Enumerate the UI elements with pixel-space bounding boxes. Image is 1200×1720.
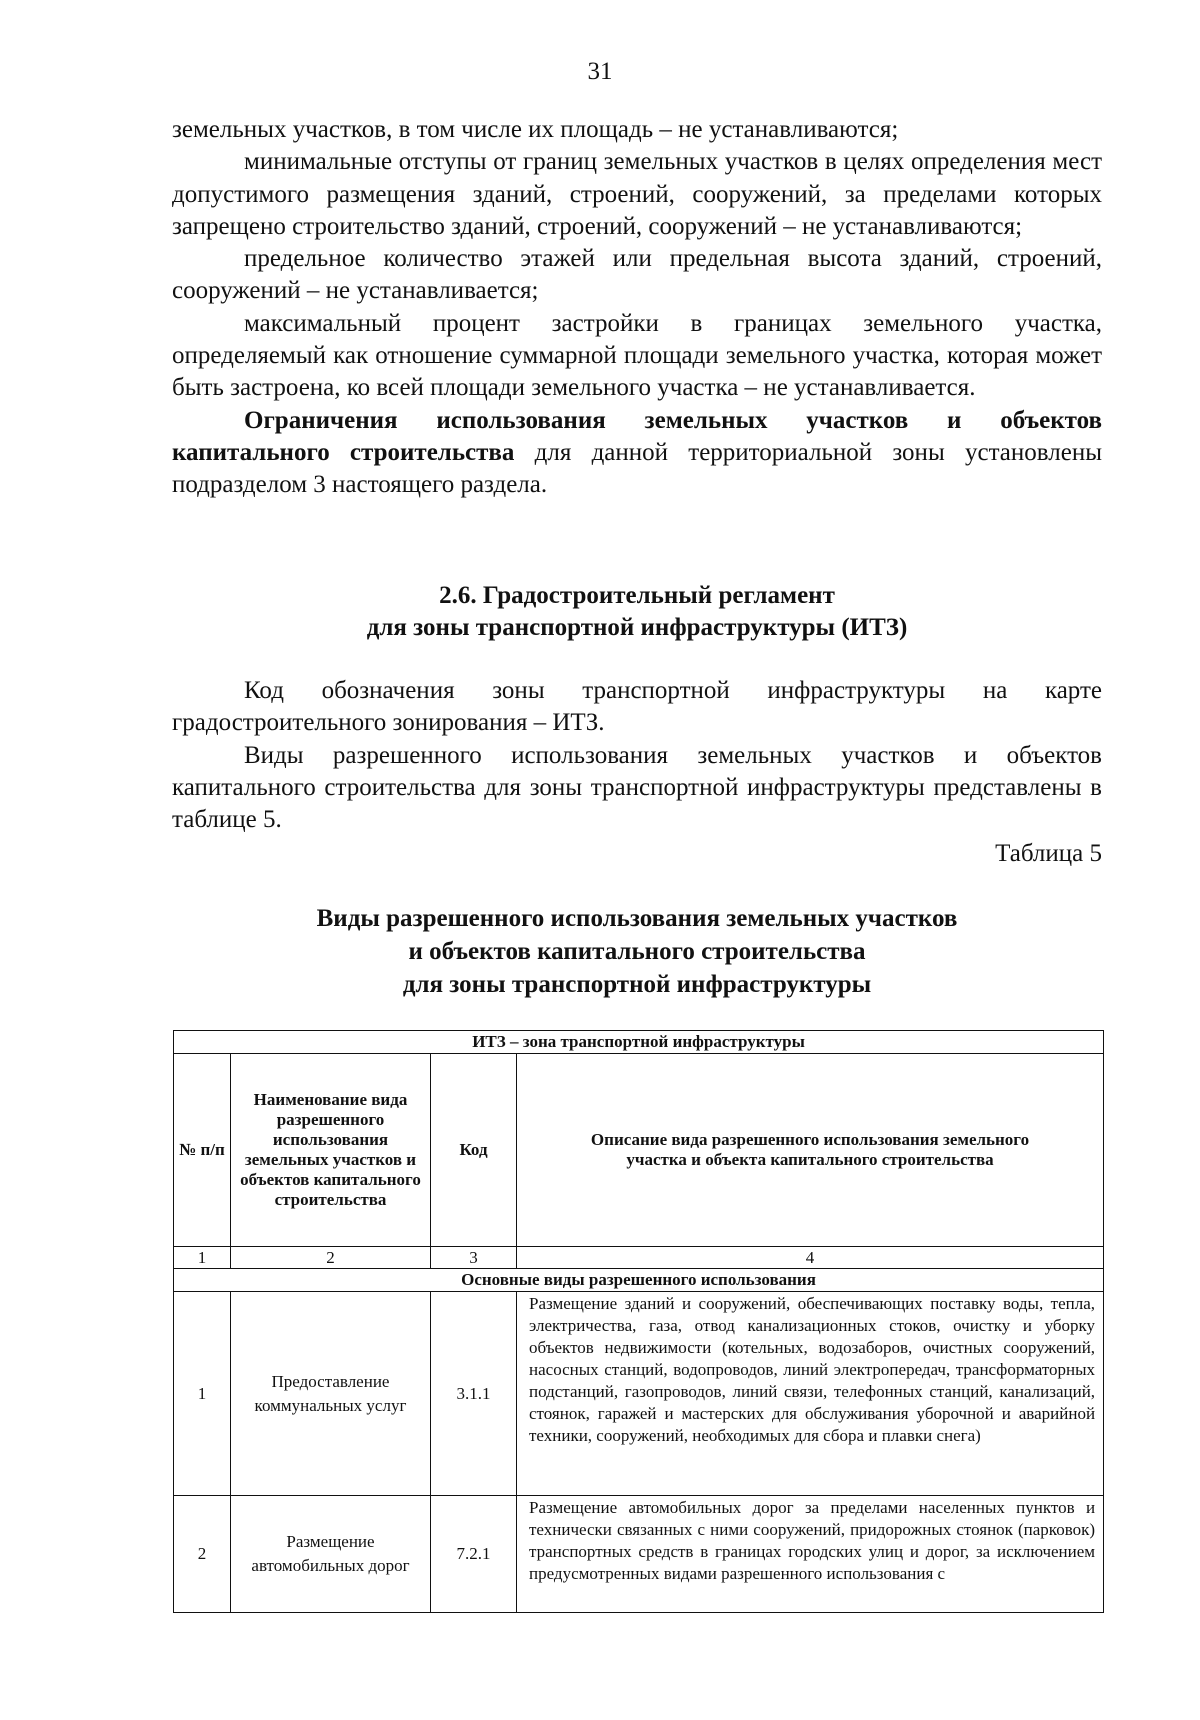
row-2-description: Размещение автомобильных дорог за пределами населенных пунктов и технически связанных с ними сооружений, придорожных стоянок (парковок) транспортных средств в границах городских улиц и дорог, за исключением предусмотренных видами разрешенного использования с [517, 1496, 1104, 1613]
body-text-top [172, 114, 1102, 502]
paragraph-2: минимальные отступы от границ земельных участков в целях определения мест допустимого размещения зданий, строений, сооружений, за пределами которых запрещено строительство зданий, строений, сооружений – не устанавливаются; [172, 148, 1102, 240]
body-text-bottom [172, 675, 1102, 836]
section-heading [172, 580, 1102, 644]
row-2-code: 7.2.1 [431, 1496, 517, 1613]
table-label: Таблица 5 [995, 840, 1102, 867]
header-description: Описание вида разрешенного использования земельного участка и объекта капитального строительства [517, 1054, 1104, 1247]
table-title-line-2: и объектов капитального строительства [408, 938, 866, 965]
row-1-description: Размещение зданий и сооружений, обеспечивающих поставку воды, тепла, электричества, газа, отвод канализационных стоков, очистку и уборку объектов недвижимости (котельных, водозаборов, очистных сооружений, насосных станций, водопроводов, линий электропередач, трансформаторных подстанций, газопроводов, линий связи, телефонных станций, канализаций, стоянок, гаражей и мастерских для обслуживания уборочной и аварийной техники, сооружений, необходимых для сбора и плавки снега) [517, 1292, 1104, 1496]
paragraph-1: земельных участков, в том числе их площадь – не устанавливаются; [172, 116, 899, 143]
land-use-table [173, 1030, 1104, 1613]
row-1-code: 3.1.1 [431, 1292, 517, 1496]
section-main-label: Основные виды разрешенного использования [174, 1269, 1104, 1292]
table-row [174, 1496, 1104, 1613]
section-heading-line-2: для зоны транспортной инфраструктуры (ИТЗ) [366, 614, 908, 641]
page-number: 31 [587, 58, 613, 85]
row-1-name: Предоставление коммунальных услуг [231, 1292, 431, 1496]
paragraph-5 [172, 405, 1102, 502]
row-1-num: 1 [174, 1292, 231, 1496]
paragraph-5-bold: Ограничения использования земельных участков и объектов капитального строительства [172, 406, 1102, 466]
row-2-name: Размещение автомобильных дорог [231, 1496, 431, 1613]
paragraph-5-rest: для данной территориальной зоны установлены подразделом 3 настоящего раздела. [172, 438, 1102, 499]
table-title [172, 902, 1102, 1001]
header-name: Наименование вида разрешенного использования земельных участков и объектов капитального строительства [231, 1054, 431, 1247]
row-2-num: 2 [174, 1496, 231, 1613]
column-number-4: 4 [517, 1247, 1104, 1269]
table-row [174, 1292, 1104, 1496]
section-heading-line-1: 2.6. Градостроительный регламент [439, 582, 835, 609]
table-title-line-1: Виды разрешенного использования земельных участков [316, 905, 958, 932]
header-num: № п/п [174, 1054, 231, 1247]
column-number-3: 3 [431, 1247, 517, 1269]
section-row [174, 1269, 1104, 1292]
paragraph-6: Код обозначения зоны транспортной инфраструктуры на карте градостроительного зонирования – ИТЗ. [172, 677, 1102, 737]
zone-header-row [174, 1031, 1104, 1054]
paragraph-7: Виды разрешенного использования земельных участков и объектов капитального строительства для зоны транспортной инфраструктуры представлены в таблице 5. [172, 741, 1102, 834]
paragraph-3: предельное количество этажей или предельная высота зданий, строений, сооружений – не устанавливается; [172, 245, 1102, 305]
column-number-1: 1 [174, 1247, 231, 1269]
table-title-line-3: для зоны транспортной инфраструктуры [402, 971, 872, 998]
header-code: Код [431, 1054, 517, 1247]
column-number-2: 2 [231, 1247, 431, 1269]
paragraph-4: максимальный процент застройки в границах земельного участка, определяемый как отношение суммарной площади земельного участка, которая может быть застроена, ко всей площади земельного участка – не устанавливается. [172, 309, 1102, 402]
column-numbers-row [174, 1247, 1104, 1269]
zone-header: ИТЗ – зона транспортной инфраструктуры [174, 1031, 1104, 1054]
table-header-row [174, 1054, 1104, 1247]
